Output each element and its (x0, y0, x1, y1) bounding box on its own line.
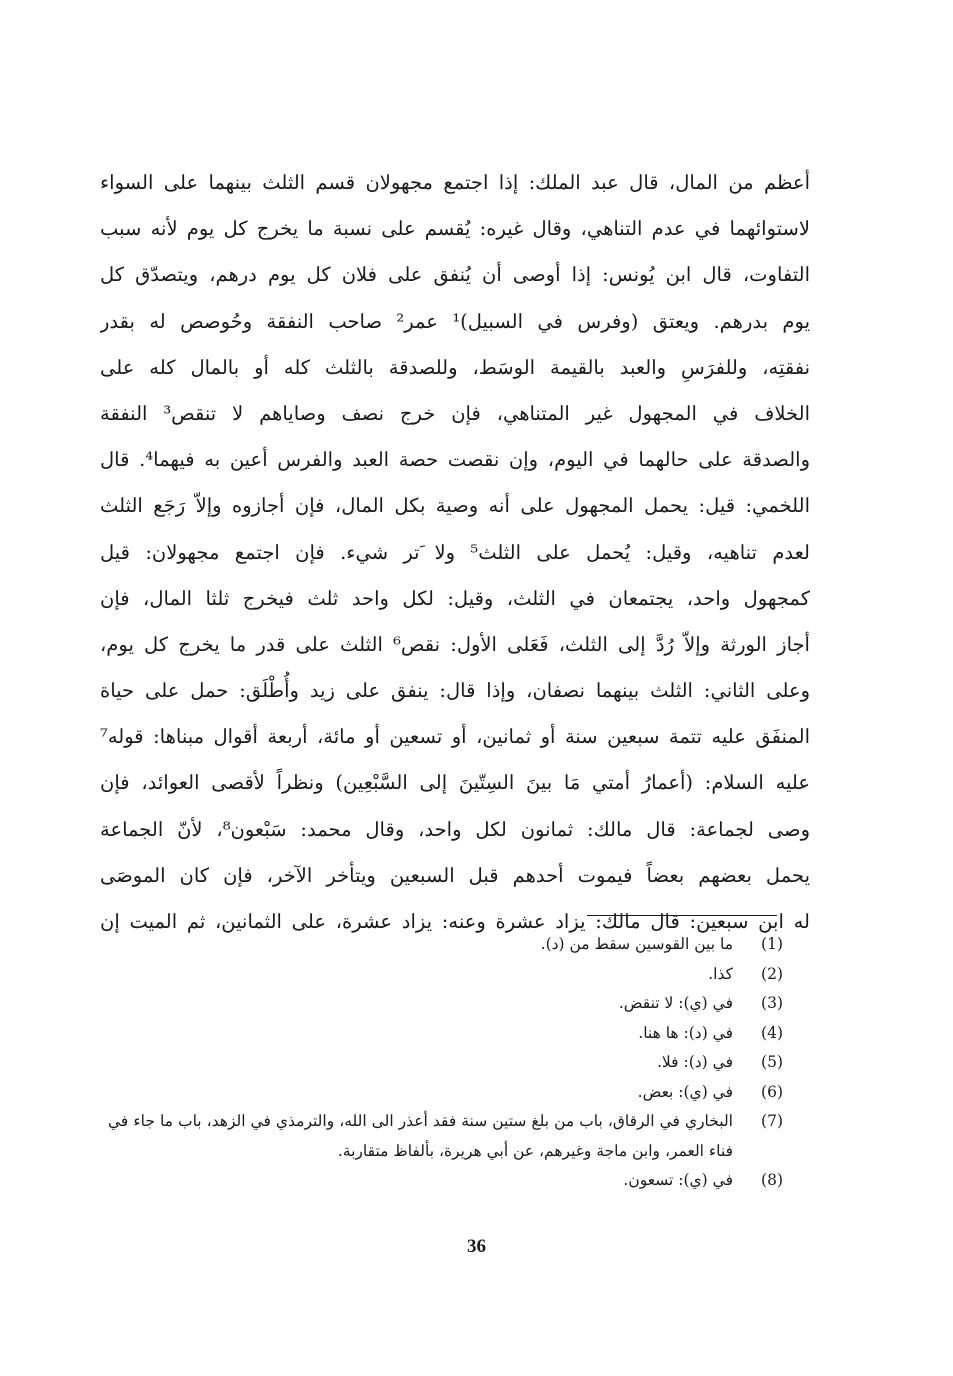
footnote-text: في (د): ها هنا. (638, 1023, 733, 1042)
footnote-number: (7) (761, 1112, 783, 1130)
footnotes-section (108, 930, 783, 1196)
footnote-text: البخاري في الرقاق، باب من بلغ ستين سنة فقد أعذر الى الله، والترمذي في الزهد، باب ما جاء في فناء العمر، وابن ماجة وغيرهم، عن أبي هريرة، بألفاظ متقاربة. (108, 1112, 733, 1160)
footnote-number: (3) (761, 994, 783, 1012)
text-line: الخلاف في المجهول غير المتناهي، فإن خرج نصف وصاياهم لا تنقص³ النفقة (100, 401, 810, 425)
footnote-number: (5) (761, 1053, 783, 1071)
footnote-number: (2) (761, 964, 783, 983)
footnote-text: في (ي): لا تنقض. (618, 994, 733, 1012)
footnote-number: (8) (761, 1171, 783, 1189)
text-line: عليه السلام: (أعمارُ أمتي مَا بينَ السِتّينَ إلى السَّبْعِين) ونظراً لأقصى العوائد، فإن (100, 771, 810, 795)
text-line: لعدم تناهيه، وقيل: يُحمل على الثلث⁵ ولا َتر شيء. فإن اجتمع مجهولان: قيل (100, 540, 810, 564)
page-number: 36 (467, 1236, 486, 1257)
text-line: نفقتِه، وللفرَسِ والعبد بالقيمة الوسَط، وللصدقة بالثلث كله أو بالمال كله على (100, 355, 810, 379)
text-line: المنفَق عليه تتمة سبعين سنة أو ثمانين، أو تسعين أو مائة، أربعة أقوال مبناها: قوله⁷ (100, 725, 810, 749)
footnote-item (108, 989, 783, 1019)
main-text-body (100, 160, 810, 945)
footnote-item (108, 1107, 783, 1166)
footnote-item (108, 930, 783, 960)
text-line: وعلى الثاني: الثلث بينهما نصفان، وإذا قال: ينفق على زيد وأُطْلَق: حمل على حياة (100, 679, 810, 703)
footnote-item (108, 1166, 783, 1196)
text-line: أعظم من المال، قال عبد الملك: إذا اجتمع مجهولان قسم الثلث بينهما على السواء (100, 171, 810, 194)
footnote-text: في (ي): تسعون. (623, 1171, 733, 1189)
text-line: له ابن سبعين: قال مالك: يزاد عشرة وعنه: يزاد عشرة، على الثمانين، ثم الميت إن (100, 910, 810, 933)
footnote-number: (1) (761, 935, 783, 953)
footnote-number: (6) (761, 1082, 783, 1101)
footnote-item (108, 1078, 783, 1108)
footnote-text: ما بين القوسين سقط من (د). (540, 935, 733, 953)
footnote-text: في (ي): بعض. (637, 1082, 733, 1101)
text-line: أجاز الورثة وإلاّ رُدَّ إلى الثلث، فَعَلى الأول: نقص⁶ الثلث على قدر ما يخرج كل يوم، (100, 632, 810, 656)
text-line: التفاوت، قال ابن يُونس: إذا أوصى أن يُنفق على فلان كل يوم درهم، ويتصدّق كل (100, 263, 810, 287)
footnote-text: كذا. (708, 964, 733, 983)
footnote-number: (4) (761, 1023, 783, 1042)
footnote-text: في (د): فلا. (657, 1053, 733, 1071)
footnote-item (108, 960, 783, 990)
text-line: كمجهول واحد، يجتمعان في الثلث، وقيل: لكل واحد ثلث فيخرج ثلثا المال، فإن (100, 586, 810, 610)
text-line: وصى لجماعة: قال مالك: ثمانون لكل واحد، وقال محمد: سَبْعون⁸، لأنّ الجماعة (100, 817, 810, 841)
footnote-item (108, 1019, 783, 1049)
text-line: يوم بدرهم. ويعتق (وفرس في السبيل)¹ عمر² صاحب النفقة وحُوصص له بقدر (100, 309, 810, 333)
footnote-divider (587, 915, 777, 916)
text-line: لاستوائهما في عدم التناهي، وقال غيره: يُقسم على نسبة ما يخرج كل يوم لأنه سبب (100, 217, 810, 241)
footnote-item (108, 1048, 783, 1078)
text-line: والصدقة على حالهما في اليوم، وإن نقصت حصة العبد والفرس أعين به فيهما⁴. قال (100, 448, 810, 472)
text-line: يحمل بعضهم بعضاً فيموت أحدهم قبل السبعين ويتأخر الآخر، فإن كان الموصَى (100, 863, 810, 887)
text-line: اللخمي: قيل: يحمل المجهول على أنه وصية بكل المال، فإن أجازوه وإلاّ رَجَع الثلث (100, 494, 810, 518)
